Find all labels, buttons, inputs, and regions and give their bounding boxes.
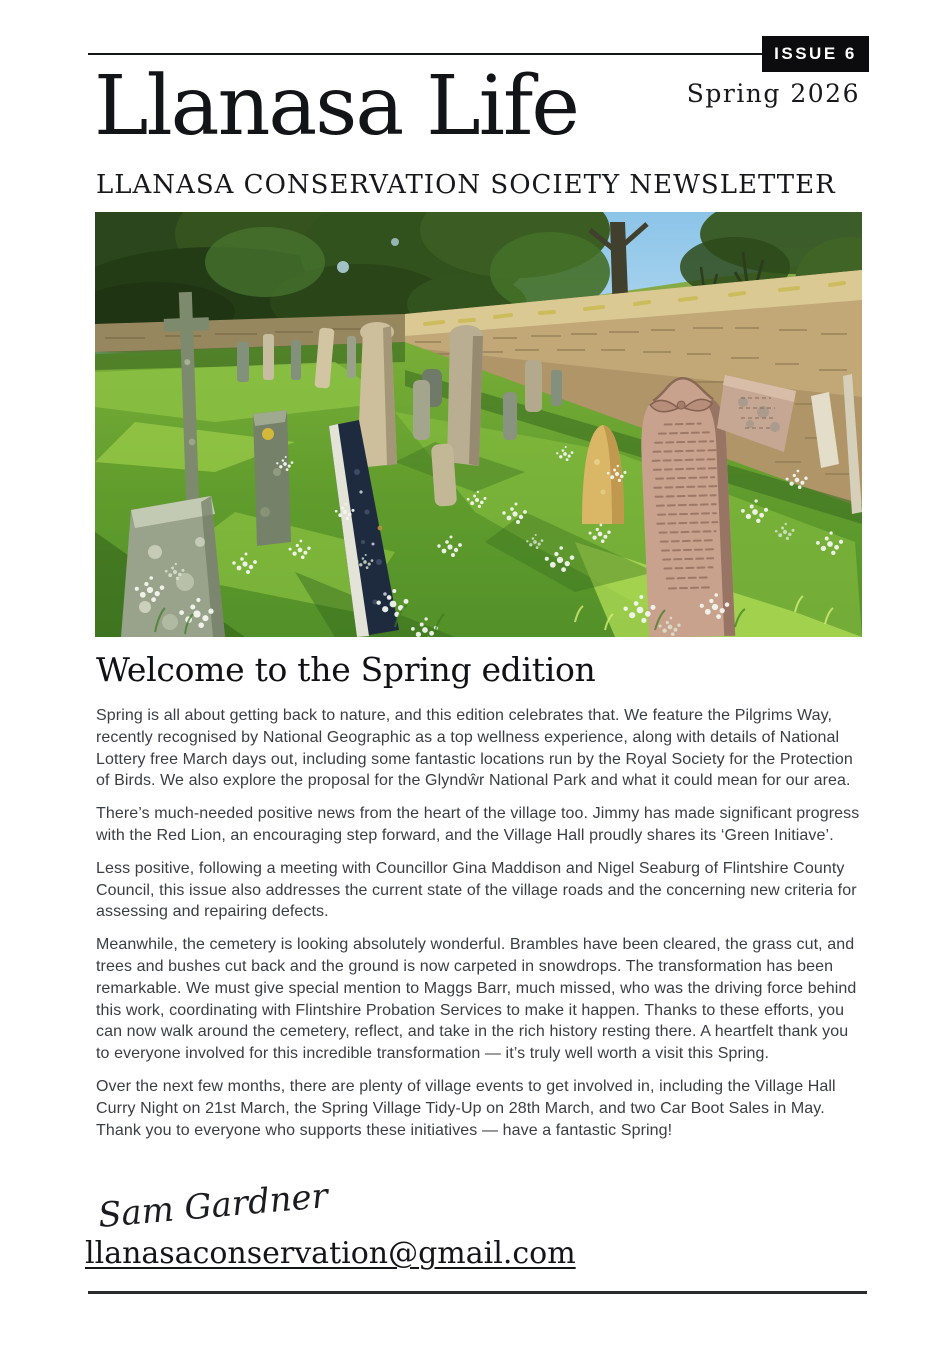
newsletter-subtitle: LLANASA CONSERVATION SOCIETY NEWSLETTER — [96, 170, 836, 200]
email-link[interactable]: llanasaconservation@gmail.com — [85, 1236, 576, 1271]
issue-badge — [762, 36, 869, 72]
article-body — [96, 705, 861, 1152]
email-line — [85, 1236, 576, 1271]
cemetery-photo — [95, 212, 862, 637]
header-rule — [88, 53, 763, 55]
paragraph-4: Meanwhile, the cemetery is looking absolutely wonderful. Brambles have been cleared, the grass cut, and trees and bushes cut back and the ground is now carpeted in snowdrops. The transformation has been remarkable. We must give special mention to Maggs Barr, much missed, who was the driving force behind this work, coordinating with Flintshire Probation Services to make it happen. Thanks to these efforts, you can now walk around the cemetery, reflect, and take in the rich history resting there. A heartfelt thank you to everyone involved for this incredible transformation — it’s truly well worth a visit this Spring. — [96, 936, 857, 1063]
season-label: Spring 2026 — [686, 79, 860, 108]
newsletter-title: Llanasa Life — [94, 59, 578, 154]
paragraph-5: Over the next few months, there are plenty of village events to get involved in, including the Village Hall Curry Night on 21st March, the Spring Village Tidy-Up on 28th March, and two Car Boot Sales in May. Thank you to everyone who supports these initiatives — have a fantastic Spring! — [96, 1077, 836, 1139]
article-heading: Welcome to the Spring edition — [96, 650, 596, 689]
paragraph-1: Spring is all about getting back to nature, and this edition celebrates that. We feature the Pilgrims Way, recently recognised by National Geographic as a top wellness experience, along with details of National Lottery free March days out, including some fantastic locations run by the Royal Society for the Protection of Birds. We also explore the proposal for the Glyndŵr National Park and what it could mean for our area. — [96, 707, 853, 790]
paragraph-3: Less positive, following a meeting with Councillor Gina Maddison and Nigel Seaburg of Flintshire County Council, this issue also addresses the current state of the village roads and the concerning new criteria for assessing and repairing defects. — [96, 859, 857, 921]
issue-badge-label: ISSUE 6 — [774, 44, 857, 63]
grey-post — [253, 410, 291, 546]
lichen-gravestone — [121, 496, 225, 637]
footer-rule — [88, 1291, 867, 1294]
paragraph-2: There’s much-needed positive news from the heart of the village too. Jimmy has made significant progress with the Red Lion, an encouraging step forward, and the Village Hall proudly shares its ‘Green Initiave’. — [96, 805, 860, 844]
signature: Sam Gardner — [96, 1176, 330, 1236]
cemetery-photo-art — [95, 212, 862, 637]
